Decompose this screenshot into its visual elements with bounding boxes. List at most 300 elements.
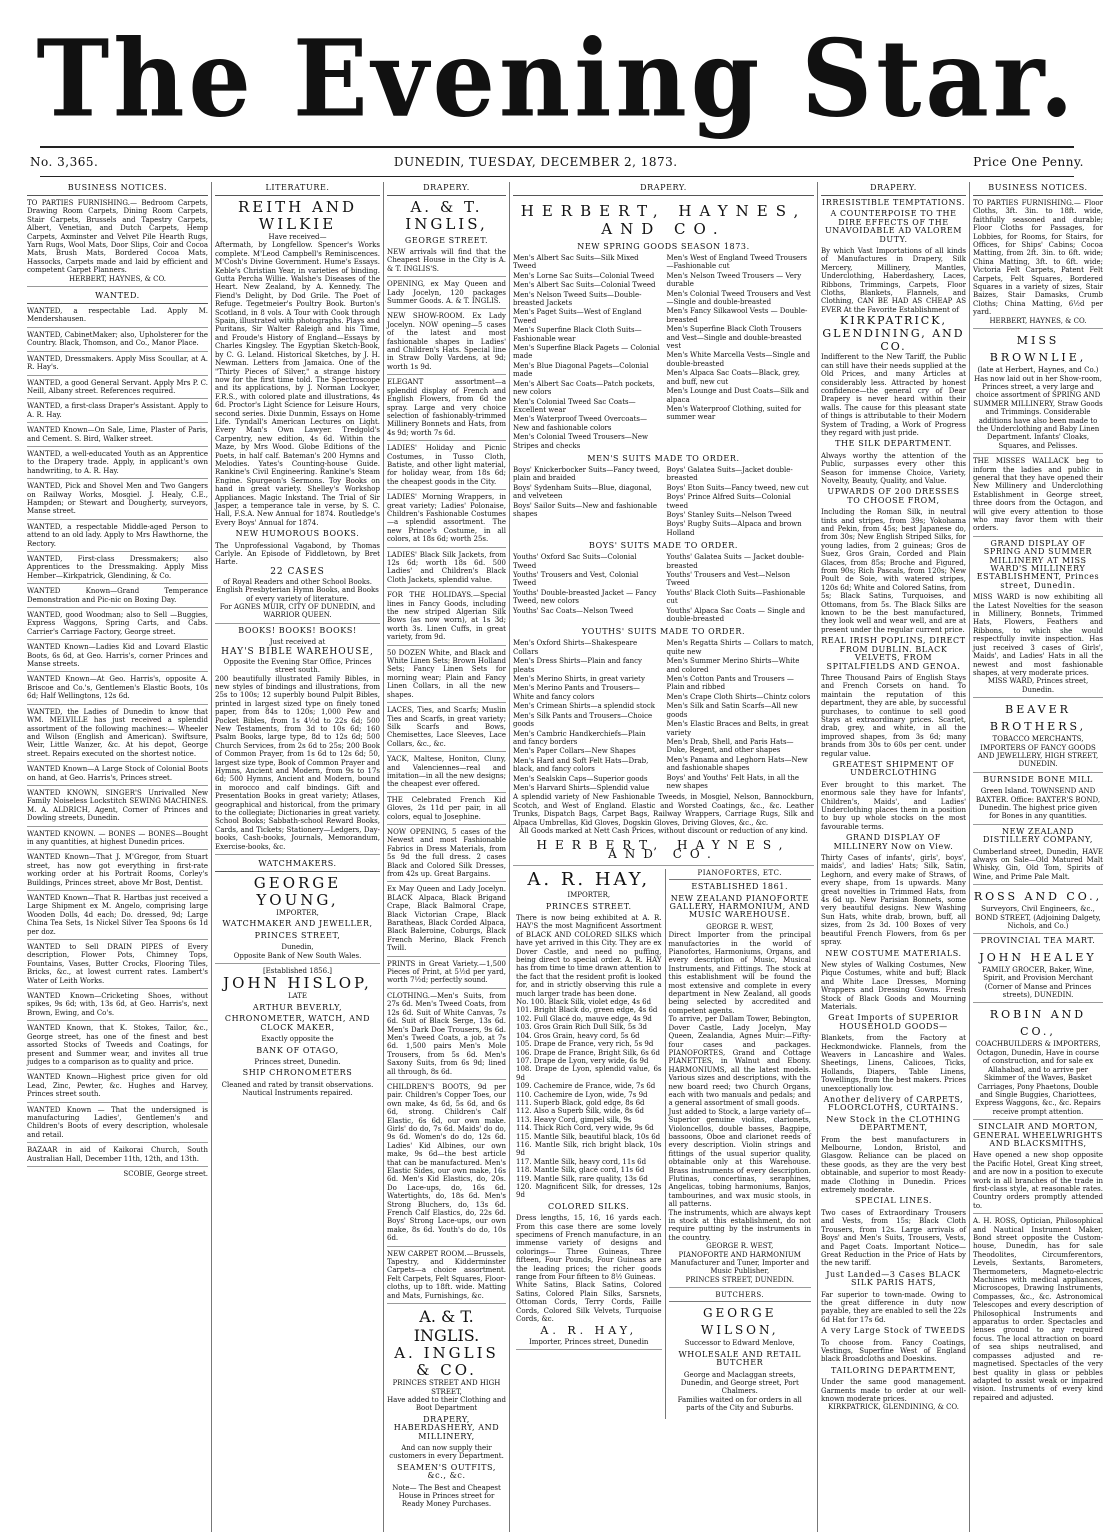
ad-heading: BEAVER BROTHERS, bbox=[989, 703, 1087, 734]
list-item: Youths' Trousers and Vest—Nelson Tweed bbox=[666, 571, 791, 588]
ad-text: The instruments, which are always kept in stock at this establishment, do not require putting by the instruments in the country. bbox=[668, 1208, 811, 1242]
list-item: WANTED KNOWN. — BONES — BONES—Bought in any quantities, at highest Dunedin prices. bbox=[27, 830, 208, 851]
list-item: Men's Albert Sac Suits—Colonial Tweed bbox=[513, 281, 656, 290]
ad-subheading: GREATEST SHIPMENT OF UNDERCLOTHING bbox=[832, 759, 955, 778]
ad-heading: A. & T. INGLIS, bbox=[405, 198, 488, 233]
list-item: WANTED, a respectable Lad. Apply M. Mendershausen. bbox=[27, 307, 208, 328]
list-item: WANTED, Pick and Shovel Men and Two Gangers on Railway Works, Mosgiel. J. Healy, C.E., Hampden; or Stewart and Dougherty, surveyors, Manse street. bbox=[27, 482, 208, 520]
advertisement bbox=[973, 540, 1103, 698]
list-item: LADIES' Holiday and Picnic Costumes, in Tusso Cloth, Batiste, and other light material, for holiday wear, from 18s 6d; the cheapest goods in the City. bbox=[387, 444, 506, 490]
ad-heading: A. R. HAY, bbox=[527, 869, 651, 891]
ad-role: IMPORTER, bbox=[567, 891, 611, 900]
list-item: Men's Crimean Shirts—a splendid stock bbox=[513, 702, 656, 711]
list-item: WANTED Known — That the undersigned is manufacturing Ladies', Gentlemen's and Children's Boots of every description, wholesale and retail. bbox=[27, 1106, 208, 1144]
silk-price-row: 110. Cachemire de Lyon, wide, 7s 9d bbox=[516, 1090, 648, 1099]
list-item: Men's Colonial Tweed Trousers and Vest—Single and double-breasted bbox=[666, 289, 811, 307]
ad-text: THE MISSES WALLACK beg to inform the ladies and public in general that they have opened their New Millinery and Underclothing Establishment in George street, three doors from the Octagon, and will give every attention to those who may favor them with their orders. bbox=[973, 457, 1103, 533]
list-item: Youths' Alpaca Sac Coats — Single and double-breasted bbox=[666, 606, 806, 624]
ad-role: IMPORTER, bbox=[276, 909, 319, 918]
list-left bbox=[513, 466, 661, 538]
silk-price-row: 107. Drape de Lyon, very wide, 6s 9d bbox=[516, 1056, 649, 1065]
list-item: FOR THE HOLIDAYS.—Special lines in Fancy Goods, including the new striped Algerian Silk Bows (as now worn), at 1s 3d; worth 3s. Linen Cuffs, in great variety, from 9d. bbox=[387, 591, 506, 645]
silk-price-row: 120. Magnificent Silk, for dresses, 12s 9d bbox=[516, 1183, 662, 1200]
ad-text: Two cases of Extraordinary Trousers and Vests, from 15s; Black Cloth Trousers, from 12s. Large arrivals of Boys' and Men's Suits, Trousers, Vests, and Paget Coats. Important Notice—Great Reduction in the Price of Hats by the new tariff. bbox=[821, 1208, 966, 1268]
list-item: Boys' Sydenham Suits—Blue, diagonal, and velveteen bbox=[513, 483, 652, 501]
ad-subheading: A COUNTERPOISE TO THE DIRE EFFECTS OF THE UNAVOIDABLE AD VALOREM DUTY. bbox=[824, 209, 963, 244]
list-item: Men's Nelson Tweed Trousers — Very durable bbox=[666, 271, 802, 289]
list-item: WANTED Known—Ladies Kid and Lovard Elastic Boots, 6s 6d, at Geo. Harris's, corner Princes and Manse streets. bbox=[27, 643, 208, 672]
ad-text: From the best manufacturers in Melbourne, London, Bristol, and Glasgow. Reliance can be placed on these goods, as they are the very best obtainable, and superior to most Ready-made Clothing in Dunedin. Prices extremely moderate. bbox=[821, 1135, 966, 1195]
list-item: NOW OPENING, 5 cases of the Newest and most Fashionable Fabrics in Dress Materials, from 5s 9d the full dress. 2 cases Black and Colored Silk Dresses, from 42s up. Great Bargains. bbox=[387, 828, 506, 882]
ad-text: TO PARTIES FURNISHING.— Floor Cloths, 3ft. 3in. to 18ft. wide, faithfully seasoned and durable; Floor Cloths for Passages, for Lobbies, for Rooms, for Stairs, for Offices, for Ships' Cabins; Cocoa Matting, from 2ft. 3in. to 6ft. wide; China Matting, 3ft. to 6ft. wide; Victoria Felt Carpets, Patent Felt Carpets, Felt Squares, Bordered Squares in a variety of sizes, Stair Baizes, Stair Damasks, Crumb Cloths; China Matting, 6½d per yard. bbox=[973, 199, 1103, 317]
list-item: YACK, Maltese, Honiton, Cluny, and Valenciennes—real and imitation—in all the new designs; the cheapest ever offered. bbox=[387, 755, 506, 793]
silk-price-row: 104. Gros Grain, heavy cord, 5s 6d bbox=[516, 1031, 640, 1040]
ad-text: Cleaned and rated by transit observations. Nautical Instruments repaired. bbox=[221, 1080, 374, 1098]
list-item: Boys' Stanley Suits—Nelson Tweed bbox=[666, 510, 792, 519]
ad-subheading: TAILORING DEPARTMENT, bbox=[830, 1365, 957, 1375]
list-item: Boys' Prince Alfred Suits—Colonial tweed bbox=[666, 493, 791, 510]
list-item: Men's Colonial Tweed Trousers—New Stripes and checks bbox=[513, 433, 649, 450]
ad-signature: KIRKPATRICK, GLENDINING, & CO. bbox=[827, 1403, 959, 1412]
list-item: Men's Merino Pants and Trousers—White and fancy colors bbox=[513, 684, 640, 701]
youths-suits-list bbox=[513, 553, 814, 624]
ad-heading: NEW ZEALAND PIANOFORTE GALLERY, HARMONIUM, AND MUSIC WAREHOUSE. bbox=[669, 893, 810, 920]
list-item: WANTED, a well-educated Youth as an Apprentice to the Drapery trade. Apply, in applicant's own handwriting, to A. R. Hay. bbox=[27, 450, 208, 479]
list-item: WANTED Known—On Sale, Lime, Plaster of Paris, and Cement. S. Bird, Walker street. bbox=[27, 426, 208, 447]
ad-heading: PROVINCIAL TEA MART. bbox=[980, 936, 1096, 946]
ad-text: Cumberland street, Dunedin, HAVE always on Sale—Old Matured Malt Whisky, Gin, Old Tom, Spirits of Wine, and Prime Pale Malt. bbox=[973, 847, 1103, 881]
silk-price-row: 115. Mantle Silk, beautiful black, 10s 6d bbox=[516, 1132, 661, 1141]
list-item: NEW SHOW-ROOM. Ex Lady Jocelyn. NOW opening—5 cases of the latest and most fashionable shapes in Ladies' and Children's Hats. Special line in Straw Dolly Vardens, at 9d; worth 1s 9d. bbox=[387, 312, 506, 375]
ad-firm: KIRKPATRICK, GLENDINING, AND CO. bbox=[822, 314, 965, 354]
list-item: Men's Cotton Pants and Trousers — Plain and ribbed bbox=[666, 675, 794, 692]
ad-trade: DRAPERY, HABERDASHERY, AND MILLINERY, bbox=[393, 1414, 500, 1441]
list-item: Men's Hard and Soft Felt Hats—Drab, black, and fancy colors bbox=[513, 756, 649, 774]
ad-heading: MISS BROWNLIE, bbox=[989, 334, 1087, 365]
lower-subcolumns bbox=[513, 869, 814, 1418]
silk-price-row: 103. Gros Grain Rich Dull Silk, 5s 3d bbox=[516, 1023, 648, 1032]
list-item: Men's Paget Suits—West of England Tweed bbox=[513, 308, 642, 325]
section-heading: LITERATURE. bbox=[215, 182, 380, 196]
column-drapery-herbert-haynes bbox=[510, 182, 818, 1532]
list-item: Men's Colonial Tweed Sac Coats—Excellent wear bbox=[513, 397, 636, 414]
list-item: Men's Waterproof Clothing, suited for summer wear bbox=[666, 404, 802, 422]
ad-text: TO PARTIES FURNISHING.— Bedroom Carpets, Drawing Room Carpets, Dining Room Carpets, Stair Carpets, Brussels and Tapestry Carpets, Albert, Venetian, and Dutch Carpets, Hemp Carpets, Axminster and Velvet Pile Hearth Rugs, Yarn Rugs, Wool Mats, Door Slips, Coir and Cocoa Mats, Brush Mats, Bordered Cocoa Mats, Hassocks, Carpets made and laid by efficient and competent Carpet Planners. bbox=[27, 199, 208, 275]
ad-address: George and Maclaggan streets, Dunedin, and George street, Port Chalmers. bbox=[680, 1370, 799, 1396]
silk-price-row: 102. Full Glacé do, mauve edge, 4s 9d bbox=[516, 1014, 652, 1023]
section-heading: DRAPERY. bbox=[821, 182, 966, 196]
list-item: WANTED, Dressmakers. Apply Miss Scoullar, at A. R. Hay's. bbox=[27, 355, 208, 376]
advertisement bbox=[973, 457, 1103, 537]
ad-text: Blankets, from the Factory at Heckmondwicke. Flannels, from the Weavers in Lancashire and Wales. Sheetings, Linens, Calicoes, Ticks, Hollands, Diapers, Table Linens, Towellings, from the best makers. Prices unexceptionally low. bbox=[821, 1034, 966, 1093]
section-heading: PIANOFORTES, ETC. bbox=[669, 869, 812, 880]
list-item: WANTED Known—That R. Hartbas just received a Large Shipment ex M. Angelo, comprising large Wooden Dolls, 4d each; Do. dressed, 9d; Large China Tea Sets, 1s Nickel Silver Tea Spoons 6s 1d per doz. bbox=[27, 894, 208, 940]
list-item: CLOTHING.—Men's Suits, from 27s 6d. Men's Tweed Coats, from 12s 6d. Suit of White Canvas, 7s 6d. Suit of Black Serge, 13s 6d. Men's Dark Doe Trousers, 9s 6d. Men's Tweed Coats, a job, at 7s 6d. 1,500 pairs Men's Mole Trousers, from 5s 6d. Men's Saxony Suits, from 6s 9d; lined all through, 8s 6d. bbox=[387, 992, 506, 1080]
advertisement bbox=[215, 875, 380, 964]
ad-text: Dress lengths, 15, 16, 16 yards each. From this case there are some lovely specimens of French manufacture, in an immense variety of designs and colorings— Three Guineas, Three fifteen, Four Pounds, Four Guineas are the leading prices; the richer goods range from Four fifteen to 8½ Guineas. bbox=[516, 1214, 662, 1282]
ad-note: LATE bbox=[287, 992, 308, 1001]
list-item: WANTED Known, that K. Stokes, Tailor, &c., George street, has one of the finest and best assorted Stocks of Tweeds and Coatings, for present and Summer wear, and invites all true judges to a comparison as to quality and price. bbox=[27, 1024, 208, 1070]
list-item: Men's Oxford Shirts—Shakespeare Collars bbox=[513, 639, 638, 656]
ad-address: GEORGE STREET. bbox=[404, 236, 489, 245]
list-item: Men's White Marcella Vests—Single and double-breasted bbox=[666, 351, 811, 368]
ad-heading: BOOKS! BOOKS! BOOKS! bbox=[238, 625, 357, 635]
advertisement bbox=[973, 1217, 1103, 1405]
ad-subheading: SEAMEN'S OUTFITS, &c., &c. bbox=[397, 1462, 496, 1481]
list-item: Men's Elastic Braces and Belts, in great variety bbox=[666, 720, 809, 737]
ad-text: New styles of Walking Costumes, New Pique Costumes, white and buff; Black and White Lace Dresses, Morning Wrappers and Dressing Gowns. Fresh Stock of Black Goods and Mourning Materials. bbox=[821, 960, 966, 1011]
ad-subheading: A very Large Stock of TWEEDS bbox=[821, 1326, 966, 1336]
column-literature bbox=[212, 182, 384, 1532]
masthead-title: The Evening Star. bbox=[36, 17, 1078, 142]
list-item: Men's Paper Collars—New Shapes bbox=[513, 747, 636, 756]
list-item: Youths' Galatea Suits — Jacket double-breasted bbox=[666, 553, 804, 570]
silk-price-row: 117. Mantle Silk, heavy cord, 11s 6d bbox=[516, 1157, 647, 1166]
ad-address: PRINCES STREET AND HIGH STREET, bbox=[392, 1379, 501, 1396]
list-item: Youths' Black Cloth Suits—Fashionable cut bbox=[666, 588, 806, 606]
silk-price-row: 112. Also a Superb Silk, wide, 8s 6d bbox=[516, 1107, 644, 1116]
ad-address: PRINCES STREET, bbox=[254, 930, 341, 940]
boys-suits-list bbox=[513, 466, 814, 538]
ad-text: Have opened a new shop opposite the Pacific Hotel, Great King street, and are now in a position to execute work in all branches of the trade in first-class style, at reasonable rates. Country orders promptly attended to. bbox=[973, 1151, 1103, 1210]
list-item: WANTED, First-class Dressmakers; also Apprentices to the Dressmaking. Apply Miss Hember—Kirkpatrick, Glendining, & Co. bbox=[27, 555, 208, 584]
advertisement bbox=[387, 1345, 506, 1512]
list-item: Youths' Trousers and Vest, Colonial Tweed bbox=[513, 571, 639, 588]
ad-firm: JOHN HEALEY bbox=[979, 950, 1097, 964]
ad-owner: GEORGE R. WEST, bbox=[706, 922, 774, 931]
ad-text: Surveyors, Civil Engineers, &c., BOND STREET, (Adjoining Dalgety, Nichols, and Co.) bbox=[975, 905, 1101, 931]
ad-text: TOBACCO MERCHANTS, IMPORTERS OF FANCY GOODS AND JEWELLERY, HIGH STREET, DUNEDIN. bbox=[977, 735, 1099, 769]
shirts-list bbox=[513, 639, 814, 793]
list-item: WANTED, CabinetMaker; also, Upholsterer for the Country. Black, Thomson, and Co., Manor Place. bbox=[27, 331, 208, 352]
advertisement bbox=[513, 793, 814, 866]
ad-text: By which Vast Importations of all kinds of Manufactures in Drapery, Silk Mercery, Millinery, Mantles, Underclothing, Haberdashery, Laces, Ribbons, Trimmings, Carpets, Floor Cloths, Blankets, Flannels, and Clothing, CAN BE HAD AS CHEAP AS EVER At the Favorite Establishment of bbox=[821, 247, 966, 314]
ad-text: Indifferent to the New Tariff, the Public can still have their needs supplied at the Old Prices, and many Articles at considerably less. Attracted by honest confidence—the general cry of Dear Drapery is never heard within their walls. The cause for this pleasant state of things is attributable to their Modern System of Trading, a Work of Progress they regard with just pride. bbox=[821, 353, 966, 437]
list-item: WANTED Known—Grand Temperance Demonstration and Pic-nic on Boxing Day. bbox=[27, 587, 208, 608]
advertisement bbox=[973, 937, 1103, 1003]
list-item: WANTED, a respectable Middle-aged Person to attend to an old lady. Apply to Mrs Hawthorne, the Rectory. bbox=[27, 523, 208, 552]
list-item: Boys' and Youths' Felt Hats, in all the new shapes bbox=[666, 773, 800, 790]
ad-text: 200 beautifully illustrated Family Bibles, in new styles of bindings and illustrations, from 25s to 100s; 12 superbly bound Pulpit Bibles, printed in largest sized type on finely toned paper, from 84s to 120s; 1,000 Pew and Pocket Bibles, from 1s 4½d to 22s 6d; 500 New Testaments, from 3d to 10s 6d; 160 Psalm Books, large type, 8d to 12s 6d; 500 Church Services, from 2s 6d to 25s; 200 Book of Common Prayer, from 1s 6d to 12s 6d; 50, largest size type, Book of Common Prayer and Hymns, Ancient and Modern, from 9s to 17s 6d; 500 Hymns, Ancient and Modern, bound in morocco and calf bindings. Gift and Presentation Books in great variety; Atlases, geographical and historical, from the primary to the collegiate; Dictionaries in great variety. School Books; Sabbath-school Reward Books, Cards, and Tickets; Stationery—Ledgers, Day-books, Cash-books, Journals, Memorandum, Exercise-books, &c. bbox=[215, 674, 380, 851]
ad-text: There is now being exhibited at A. R. HAY'S the most Magnificent Assortment of BLACK AND COLORED SILKS which have yet arrived in this City. They are ex Dover Castle, and need no puffing, being direct to special order. A. R. HAY has from time to time drawn attention to the fact that the resident profit is looked for, and in strictly observing this rule a much larger trade has been done. bbox=[516, 914, 662, 998]
ad-text: Always worthy the attention of the Public, surpasses every other this Season for immense Choice, Variety, Novelty, Beauty, Quality, and Value. bbox=[821, 451, 966, 485]
list-left bbox=[513, 254, 661, 451]
ad-firm: ARTHUR BEVERLY, bbox=[252, 1002, 343, 1012]
list-right bbox=[667, 553, 815, 624]
ad-text: Far superior to town-made. Owing to the great difference in duty now payable, they are enabled to sell the 22s 6d Hat for 17s 6d. bbox=[821, 1290, 966, 1324]
silk-price-row: 106. Drape de France, Bright Silk, 6s 6d bbox=[516, 1048, 660, 1057]
ad-heading: GEORGE WILSON, bbox=[700, 1306, 779, 1338]
column-business-notices-right bbox=[970, 182, 1106, 1532]
ad-established: ESTABLISHED 1861. bbox=[691, 882, 789, 892]
list-item: Men's Superfine Black Cloth Trousers and Vest—Single and double-breasted vest bbox=[666, 325, 802, 351]
column-drapery-inglis bbox=[384, 182, 510, 1532]
column-drapery-kirkpatrick bbox=[818, 182, 970, 1532]
list-item: Men's Sealskin Caps—Superior goods bbox=[513, 774, 648, 783]
ad-signature: HERBERT, HAYNES, & CO. bbox=[68, 274, 167, 283]
ad-bank: BANK OF OTAGO, bbox=[256, 1045, 339, 1055]
list-item: Ex May Queen and Lady Jocelyn. BLACK Alpaca, Black Brigand Crape, Black Balmoral Crape, Black Victorian Crape, Black Baratheas, Black Corded Alpaca, Black Baleroine, Coburgs, Black French Merino, Black French Twill. bbox=[387, 885, 506, 956]
ad-text: Under the same good management. Garments made to order at our well-known moderate prices. bbox=[821, 1378, 966, 1403]
ad-text: Have added to their Clothing and Boot Department bbox=[387, 1395, 506, 1413]
ad-heading: GEORGE YOUNG, bbox=[253, 874, 342, 910]
ad-text: Thirty Cases of infants', girls', boys', maids', and ladies' Hats; Silk, Satin, Leghorn, and every make of Straws, of every shape, from 1s upwards. Many great novelties in Trimmed Hats, from 4s 6d up. New Parisian Bonnets, some very beautiful designs. New Washing Sun Hats, white drab, brown, buff, all sizes, from 2s 3d. 100 Boxes of very beautiful French Flowers, from 6s per spray. bbox=[821, 854, 966, 947]
list-item: THE Celebrated French Kid Gloves, 2s 11d per pair, in all colors, equal to Josephine. bbox=[387, 796, 506, 825]
silk-price-row: 111. Superb Black, gold edge, 8s 6d bbox=[516, 1098, 645, 1107]
silk-price-row: 109. Cachemire de France, wide, 7s 6d bbox=[516, 1082, 656, 1091]
ad-signature: HERBERT, HAYNES, AND CO. bbox=[536, 838, 791, 861]
advertisement bbox=[669, 883, 812, 1288]
ad-subheading: Just Landed—3 Cases BLACK SILK PARIS HATS, bbox=[826, 1269, 961, 1288]
section-heading: BUTCHERS. bbox=[669, 1291, 812, 1302]
list-item: Men's Drab, Shell, and Paris Hats—Duke, Regent, and other shapes bbox=[666, 737, 794, 755]
list-item: WANTED Known—Highest price given for old Lead, Zinc, Pewter, &c. Hughes and Harvey, Princes street south. bbox=[27, 1073, 208, 1102]
advertisement bbox=[973, 888, 1103, 934]
advertisement bbox=[215, 199, 380, 624]
silk-price-list bbox=[516, 998, 662, 1200]
list-right bbox=[667, 254, 815, 451]
list-item: Men's Panama and Leghorn Hats—New and fashionable shapes bbox=[666, 755, 808, 773]
ad-text: COACHBUILDERS & IMPORTERS, Octagon, Dunedin, Have in course of construction, and for sale ex Allahabad, and to arrive per Skimmer of the Waves, Basket Carriages, Pony Phaetons, Double and Single Buggies, Chariottees, Express Waggons, &c., &c. Repairs receive prompt attention. bbox=[975, 1040, 1101, 1116]
advertisement bbox=[821, 199, 966, 1415]
ad-subheading: REAL IRISH POPLINS, DIRECT FROM DUBLIN. BLACK VELVETS, FROM SPITALFIELDS AND GENOA. bbox=[821, 636, 966, 671]
ad-text: Just added to Stock, a large variety of— Superior genuine violins, clarionets, Violoncellos, double basses, Bagpipe, bassoons, Oboe and clarionet reeds of every description. Violin strings and fittings of the usual superior quality, obtainable only at this Warehouse. Brass instruments of every description. Flutinas, concertinas, seraphines, Angelicas, tobing harmoniums, Banjos, tambourines, and wax music stools, in all patterns. bbox=[668, 1107, 811, 1209]
season-heading: NEW SPRING GOODS SEASON 1873. bbox=[577, 242, 750, 251]
ad-heading: REITH AND WILKIE bbox=[237, 198, 357, 233]
list-right bbox=[667, 466, 815, 538]
ad-subheading: Have received— bbox=[268, 233, 327, 241]
list-item: LADIES' Black Silk Jackets, from 12s 6d; worth 18s 6d. 500 Ladies' and Children's Black Cloth Jackets, splendid value. bbox=[387, 551, 506, 589]
ad-subheading: THE SILK DEPARTMENT. bbox=[835, 439, 952, 449]
advertisement bbox=[215, 627, 380, 855]
wanted-list bbox=[27, 307, 208, 1167]
list-item: PRINTS in Great Variety.—1,500 Pieces of Print, at 5½d per yard, worth 7½d; perfectly sound. bbox=[387, 960, 506, 989]
list-item: Men's Crape Cloth Shirts—Chintz colors bbox=[666, 692, 811, 701]
ad-text: Aftermath, by Longfellow. Spencer's Works complete. M'Leod Campbell's Reminiscences. M'Cosh's Divine Government. Hume's Essays. Keble's Christian Year, in varieties of binding. Gutta Percha Willie. Walshe's Diseases of the Heart. New Zealand, by A. Kennedy. The Fiend's Delight, by Dod Grile. The Poet of Refuge. Tegetmeier's Poultry Book. Burton's Scotland, in 8 vols. A Tour with Cook through Spain, illustrated with photographs. Plays and Puritans, Sir Walter Raleigh and his Time, and Froude's History of England—Essays by Charles Kingsley. The Egyptian Sketch-Book, by C. G. Leland. Historical Sketches, by J. H. Newman. Letters from Jamaica. One of the "Thirty Pieces of Silver," a strange history now for the first time told. The Spectroscope and its applications, by J. Norman Lockyer, F.R.S., with colored plate and illustrations, 4s 6d. Proctor's Light Science for Leisure Hours, second series. Dixie Dunmin, Essays on Home Life. Tyndall's American Lectures on Light. Every Man's Own Lawyer. Tredgold's Carpentry, new edition, 4s 6d. Within the Maze, by Mrs Wood. Globe Editions of the Poets, in half calf. Bateman's 200 Hymns and Melodies. Yates's Counting-house Guide. Rankine's Civil Engineering. Rankine's Steam Engine. Spurgeon's Sermons. Toy Books on hand in great variety. Shelley's Workshop Appliances. Magic Inkstand. The Trial of Sir Jasper, a temperance tale in verse, by S. C. Hall, F.S.A. New Annual for 1874. Routledge's Every Boys' Annual for 1874. bbox=[215, 241, 380, 527]
ad-heading: IRRESISTIBLE TEMPTATIONS. bbox=[821, 198, 966, 207]
list-item: Men's Summer Merino Shirts—White and colored bbox=[666, 657, 800, 674]
ad-subheading: SHIP CHRONOMETERS bbox=[242, 1068, 353, 1078]
ad-firm: HAY'S BIBLE WAREHOUSE, bbox=[221, 646, 374, 657]
list-item: Men's Harvard Shirts—Splendid value bbox=[513, 783, 650, 792]
ad-subheading: COLORED SILKS. bbox=[548, 1201, 630, 1211]
advertisement bbox=[973, 332, 1103, 454]
silk-price-row: 101. Bright Black do, green edge, 4s 6d bbox=[516, 1006, 658, 1015]
ad-text: Ever brought to this market. The enormous sale they have for Infants', Children's, Maids', and Ladies' Underclothing places them in a position to buy up whole stocks on the most favourable terms. bbox=[821, 780, 966, 831]
ad-heading: ROSS AND CO., bbox=[973, 890, 1103, 904]
place-date: DUNEDIN, TUESDAY, DECEMBER 2, 1873. bbox=[393, 155, 678, 169]
section-heading: BUSINESS NOTICES. bbox=[27, 182, 208, 196]
list-item: Men's Merino Shirts, in great variety bbox=[513, 675, 645, 684]
ad-signature: A. R. HAY, bbox=[540, 1323, 638, 1337]
ad-text: A splendid variety of New Fashionable Tweeds, in Mosgiel, Nelson, Bannockburn, Scotch, and West of England. Elastic and Worsted Coatings, &c., &c. Leather Trunks, Dispatch Bags, Carpet Bags, Railway Wrappers, Carriage Rugs, Silk and Alpaca Umbrellas, Kid Gloves, Dogskin Gloves, Driving Gloves, &c., &c. bbox=[513, 793, 814, 827]
ad-text: To choose from. Fancy Coatings, Vestings, Superfine West of England black Broadcloths and Doeskins. bbox=[821, 1338, 966, 1364]
list-left bbox=[513, 639, 661, 793]
ad-text: A. H. ROSS, Optician, Philosophical and Nautical Instrument Maker, Bond street opposite the Custom-house, Dunedin, has for sale Theodolites, Circumferentors, Levels, Sextants, Barometers, Thermometers, Magneto-electric Machines with medical appliances, Microscopes, Drawing Instruments, Compasses, &c., &c. Astronomical Telescopes and every description of Philosophical Instruments and apparatus to order. Spectacles and lenses ground to any required focus. The local attraction on board of sea ships neutralised, and compasses adjusted and re-magnetised. Spectacles of the very best quality in glass or pebbles adapted to assist weak or impaired vision. Instruments of every kind repaired and adjusted. bbox=[973, 1217, 1103, 1402]
list-item: WANTED Known—That J. M'Gregor, from Stuart street, has now got everything in first-rate working order at his Portrait Rooms, Corley's Buildings, Princes street, above Mr Bost, Dentist. bbox=[27, 853, 208, 891]
ad-text: FAMILY GROCER, Baker, Wine, Spirit, and Provision Merchant (Corner of Manse and Princes streets), DUNEDIN. bbox=[982, 965, 1094, 1000]
ad-heading: JOHN HISLOP, bbox=[223, 974, 372, 993]
ad-text: Green Island. TOWNSEND AND BAXTER. Office: BAXTER'S BOND, Dunedin. The highest price given for Bones in any quantities. bbox=[975, 787, 1101, 821]
list-item: Men's Superfine Black Cloth Suits—Fashionable wear bbox=[513, 326, 642, 343]
ad-text: All Goods marked at Nett Cash Prices, without discount or reduction of any kind. bbox=[519, 826, 808, 835]
section-heading: DRAPERY. bbox=[387, 182, 506, 196]
list-item: Men's Blue Diagonal Pagets—Colonial made bbox=[513, 361, 649, 379]
list-item: Men's Superfine Black Pagets — Colonial made bbox=[513, 344, 660, 361]
ad-signature: GEORGE R. WEST, bbox=[706, 1242, 774, 1251]
list-item: Men's West of England Tweed Trousers—Fashionable cut bbox=[666, 254, 808, 271]
list-item: Men's Silk Pants and Trousers—Choice goods bbox=[513, 711, 653, 729]
list-left bbox=[513, 553, 661, 624]
list-item: WANTED, a good General Servant. Apply Mrs P. C. Neill, Albany street. References required. bbox=[27, 379, 208, 400]
ad-trade: WATCHMAKER AND JEWELLER, bbox=[222, 919, 373, 929]
section-heading: BUSINESS NOTICES. bbox=[973, 182, 1103, 196]
silk-price-row: 114. Thick Rich Cord, very wide, 9s 6d bbox=[516, 1124, 654, 1133]
advertisement bbox=[973, 776, 1103, 825]
list-item: Men's Regatta Shirts — Collars to match, quite new bbox=[666, 639, 814, 656]
ad-address: Princes street, Dunedin. bbox=[254, 1057, 341, 1066]
arhay-subcolumn bbox=[513, 869, 665, 1418]
ad-heading: A. INGLIS & CO. bbox=[394, 1344, 499, 1380]
silk-price-row: 113. Heavy Cord, gimpel silk, 9s bbox=[516, 1115, 632, 1124]
page-columns bbox=[24, 182, 1106, 1532]
list-item: Men's Alpaca Sac Coats—Black, grey, and buff, new cut bbox=[666, 369, 800, 386]
ad-note: Opposite Bank of New South Wales. bbox=[233, 951, 362, 960]
ad-signature: Importer, Princes street, Dunedin bbox=[529, 1337, 649, 1346]
ad-heading: SINCLAIR AND MORTON, GENERAL WHEELWRIGHTS AND BLACKSMITHS, bbox=[973, 1122, 1103, 1148]
ad-heading: HERBERT, HAYNES, AND CO. bbox=[520, 202, 807, 238]
list-item: LADIES' Morning Wrappers, in great variety; Ladies' Polonaise, Children's Fashionable Costumes—a splendid assortment. The new Prince's Costume, in all colors, at 18s 6d; worth 25s. bbox=[387, 493, 506, 547]
list-item: OPENING, ex May Queen and Lady Jocelyn, 120 packages Summer Goods. A. & T. INGLIS. bbox=[387, 280, 506, 309]
ad-text: For AGNES MUIR, CITY OF DUNEDIN, and WARRIOR QUEEN. bbox=[219, 603, 376, 620]
column-business-notices bbox=[24, 182, 212, 1532]
advertisement bbox=[516, 869, 662, 1350]
list-item: WANTED, a first-class Draper's Assistant. Apply to A. R. Hay. bbox=[27, 402, 208, 423]
advertisement bbox=[973, 199, 1103, 329]
ad-text: MISS WARD is now exhibiting all the Latest Novelties for the season in Millinery, Bonnets, Trimmed Hats, Flowers, Feathers and Ribbons, to which she would respectfully invite inspection. Has just received 3 cases of Girls', Maids', and Ladies' Hats in all the newest and most fashionable shapes, at very moderate prices. bbox=[973, 593, 1103, 677]
ad-address: Opposite the Evening Star Office, Princes street south. bbox=[223, 657, 372, 675]
ad-subheading: Another delivery of CARPETS, FLOORCLOTHS, CURTAINS. bbox=[823, 1095, 964, 1113]
silk-price-row: 119. Mantle Silk, rare quality, 13s 6d bbox=[516, 1174, 648, 1183]
ad-text: Three Thousand Pairs of English Stays and French Corsets on hand. To maintain the reputation of this department, they are able, by successful purchases, to continue to sell good Stays at extraordinary prices. Scarlet, drab, grey, and white, in all the improved shapes, from 3s 6d; many brands from 30s to 60s per cent. under regular value. bbox=[821, 673, 966, 758]
ad-subheading: NEW HUMOROUS BOOKS. bbox=[235, 529, 360, 539]
inglis-ad-list bbox=[387, 248, 506, 1345]
list-right bbox=[667, 639, 815, 793]
ad-note: Families waited on for orders in all parts of the City and Suburbs. bbox=[677, 1395, 802, 1413]
masthead-rule bbox=[40, 146, 1074, 148]
ad-text: Including the Roman Silk, in neutral tints and stripes, from 39s; Yokohama and Pekin, from 45s; best Japanese do, from 30s; New English Striped Silks, for young ladies, from 2 guineas; Gros de Suez, Gros Grain, Corded and Plain Glaces, from 85s; Broche and Figured, from 90s; Rich Pascals, from 120s; New Poult de Soie, with watered stripes, 120s 6d; White and Colored Satins, from 5s; Black Satins, Turquoises, and Ottomans, from 5s. The Black Silks are known to be the best manufactured, they look well and wear well, and are at present under the regular current price. bbox=[821, 508, 966, 634]
ad-note: Exactly opposite the bbox=[261, 1035, 334, 1044]
list-item: CHILDREN'S BOOTS, 9d per pair. Children's Copper Toes, our own make, 4s 6d, 5s 6d, and 6s 6d, strong. Children's Calf Elastic, 6s 6d, our own make. Girls' do do, 7s 6d. Maids' do do, 9s 6d. Women's do do, 12s 6d. Ladies' Kid Albines, our own make, 9s 6d—the best article that can be manufactured. Men's Elastic Sides, our own make, 16s 6d. Men's Kid Elastics, do, 20s. Do Lace-ups, do, 16s 6d. Watertights, do, 18s 6d. Men's Strong Bluchers, do, 13s 6d. French Calf Elastics, do, 22s 6d. Boys' Strong Lace-ups, our own make, 8s 6d. Youth's do do, 10s 6d. bbox=[387, 1083, 506, 1247]
ad-text: Direct Importer from the principal manufactories in the world of Pianofortes, Harmoniums, Organs, and every description of Music, Musical Instruments, and Fittings. The stock at this establishment will be found the most extensive and complete in every department in New Zealand, all goods being selected by accredited and competent agents. bbox=[668, 931, 811, 1015]
list-item: Men's Cambric Handkerchiefs—Plain and fancy borders bbox=[513, 729, 646, 746]
list-item: WANTED KNOWN, SINGER'S Unrivalled New Family Noiseless Lockstitch SEWING MACHINES. M. A. ALDRICH, Agent, Corner of Princes and Dowling streets, Dunedin. bbox=[27, 789, 208, 827]
silk-price-row: 108. Drape de Lyon, splendid value, 6s 9d bbox=[516, 1065, 662, 1082]
list-item: Boys' Rugby Suits—Alpaca and brown Holland bbox=[666, 520, 802, 537]
list-item: WANTED Known—A Large Stock of Colonial Boots on hand, at Geo. Harris's, Princes street. bbox=[27, 765, 208, 786]
list-item: Men's Fancy Silkawool Vests — Double-breasted bbox=[666, 307, 808, 324]
ad-text: And can now supply their customers in every Department. bbox=[389, 1443, 504, 1461]
list-subheading: YOUTHS' SUITS MADE TO ORDER. bbox=[581, 627, 746, 637]
list-item: BAZAAR in aid of Kaikorai Church, South Australian Hall, December 11th, 12th, and 13th. bbox=[27, 1146, 208, 1167]
ad-text: To arrive, per Dallam Tower, Bebington, Dover Castle, Lady Jocelyn, May Queen, Zealandia, Agnes Muir:—Fifty-four cases and packages. PIANOFORTES, Grand and Cottage PIANETTES, in Walnut and Ebony. HARMONIUMS, all the latest models. Various sizes and descriptions, with the new board reed; two Church Organs, each with two manuals and pedals; and a general assortment of small goods. bbox=[668, 1015, 811, 1108]
list-item: Men's Silk and Satin Scarfs—All new goods bbox=[666, 702, 798, 719]
ad-subheading: Great Imports of SUPERIOR HOUSEHOLD GOODS— bbox=[828, 1013, 959, 1031]
ad-signature: PIANOFORTE AND HARMONIUM Manufacturer and Tuner, Importer and Music Publisher, bbox=[670, 1250, 810, 1276]
ad-heading: BURNSIDE BONE MILL bbox=[983, 774, 1093, 784]
list-item: WANTED Known—At Geo. Harris's, opposite A. Briscoe and Co.'s, Gentlemen's Elastic Boots, 10s 6d; Half Wellingtons, 12s 6d. bbox=[27, 675, 208, 704]
advertisement bbox=[973, 1006, 1103, 1120]
section-heading: WATCHMAKERS. bbox=[215, 858, 380, 872]
masthead bbox=[0, 0, 1114, 140]
ad-signature: HERBERT, HAYNES, & CO. bbox=[989, 316, 1087, 325]
advertisement bbox=[973, 1123, 1103, 1214]
list-item: Youths' Double-breasted Jacket — Fancy Tweed, new colors bbox=[513, 588, 657, 606]
ad-subheading: 22 CASES bbox=[270, 566, 325, 577]
ad-trade: WHOLESALE AND RETAIL BUTCHER bbox=[678, 1349, 802, 1368]
advertisement bbox=[973, 701, 1103, 773]
ad-trade: CHRONOMETER, WATCH, AND CLOCK MAKER, bbox=[224, 1014, 371, 1032]
ad-subheading: GRAND DISPLAY OF MILLINERY Now on View. bbox=[833, 833, 954, 851]
dateline-rule bbox=[40, 176, 1074, 177]
list-item: Boys' Galatea Suits—Jacket double-breasted bbox=[666, 465, 793, 483]
dateline bbox=[30, 152, 1084, 172]
ad-text: White Satins, Black Satins, Colored Satins, Colored Plain Silks, Sarsnets, Ottoman Cords, Terry Cords, Faille Cords, Colored Silk Velvets, Turquoise Cords, &c. bbox=[516, 1281, 662, 1324]
ad-address: PRINCES STREET. bbox=[545, 901, 632, 911]
ad-text: The Unprofessional Vagabond, by Thomas Carlyle. An Episode of Fiddletown, by Bret Harte. bbox=[215, 541, 380, 567]
list-item: WANTED Known—Cricketing Shoes, without spikes, 9s 6d; with, 13s 6d, at Geo. Harris's, next Brown, Ewing, and Co's. bbox=[27, 992, 208, 1021]
list-item: Men's Waterproof Tweed Overcoats—New and fashionable colors bbox=[513, 415, 647, 432]
ad-location: Dunedin, bbox=[281, 943, 314, 952]
list-item: Men's Albert Sac Suits—Silk Mixed Tweed bbox=[513, 254, 639, 271]
ad-role: Successor to Edward Menlove, bbox=[684, 1339, 795, 1348]
ad-established: [Established 1856.] bbox=[262, 967, 333, 976]
list-item: Men's Lorne Sac Suits—Colonial Tweed bbox=[513, 271, 655, 280]
list-item: Youths' Sac Coats—Nelson Tweed bbox=[513, 606, 634, 615]
list-item: Men's Lounge and Dust Coats—Silk and alpaca bbox=[666, 387, 809, 404]
silk-price-row: No. 100. Black Silk, violet edge, 4s 6d bbox=[516, 998, 652, 1007]
list-item: NEW CARPET ROOM.—Brussels, Tapestry, and Kidderminster Carpets—a choice assortment. Felt Carpets, Felt Squares, Floor-cloths, up to 18ft. wide. Matting and Mats, Furnishings, &c. bbox=[387, 1250, 506, 1304]
list-item: Men's Nelson Tweed Suits—Double-breasted Jackets bbox=[513, 290, 642, 308]
section-heading: DRAPERY. bbox=[513, 182, 814, 196]
mens-suits-list bbox=[513, 254, 814, 451]
advertisement bbox=[973, 828, 1103, 885]
list-subheading: BOYS' SUITS MADE TO ORDER. bbox=[588, 541, 739, 551]
list-item: Youths' Oxford Sac Suits—Colonial Tweed bbox=[513, 553, 637, 570]
ad-heading: ROBIN AND CO., bbox=[989, 1008, 1087, 1039]
list-item: Boys' Sailor Suits—New and fashionable shapes bbox=[513, 501, 657, 518]
ad-signature: PRINCES STREET, DUNEDIN. bbox=[685, 1275, 794, 1284]
ad-heading: GRAND DISPLAY OF SPRING AND SUMMER MILLINERY AT MISS WARD'S MILLINERY ESTABLISHMENT, Princes street, Dunedin. bbox=[976, 538, 1100, 590]
list-item: WANTED, good Woodman; also to Sell —Buggies, Express Waggons, Spring Carts, and Cabs. Carrier's Carriage Factory, George street. bbox=[27, 611, 208, 640]
list-item: Men's Albert Sac Coats—Patch pockets, new colors bbox=[513, 379, 655, 397]
silk-price-row: 105. Drape de France, very rich, 5s 9d bbox=[516, 1040, 654, 1049]
section-heading: WANTED. bbox=[27, 290, 208, 304]
list-item: Boys' Knickerbocker Suits—Fancy tweed, plain and braided bbox=[513, 465, 661, 483]
ad-subheading: New Stock in the CLOTHING DEPARTMENT, bbox=[826, 1114, 961, 1133]
ad-subheading: NEW COSTUME MATERIALS. bbox=[825, 948, 962, 958]
silk-price-row: 116. Mantle Silk, rich bright black, 10s 9d bbox=[516, 1140, 662, 1158]
ad-signature: SCOBIE, George street. bbox=[123, 1169, 208, 1178]
list-item: NEW arrivals will find that the Cheapest House in the City is A. & T. INGLIS'S. bbox=[387, 248, 506, 277]
ad-subheading: SPECIAL LINES. bbox=[854, 1196, 933, 1206]
price: Price One Penny. bbox=[973, 155, 1084, 169]
ad-subheading: Just received at bbox=[269, 638, 326, 647]
ad-signature: MISS WARD, Princes street, Dunedin. bbox=[987, 677, 1089, 694]
silk-price-row: 118. Mantle Silk, glacé cord, 11s 6d bbox=[516, 1166, 645, 1175]
ad-note: Note— The Best and Cheapest House in Princes street for Ready Money Purchases. bbox=[392, 1483, 501, 1509]
list-item: Men's Dress Shirts—Plain and fancy pleats bbox=[513, 657, 642, 674]
